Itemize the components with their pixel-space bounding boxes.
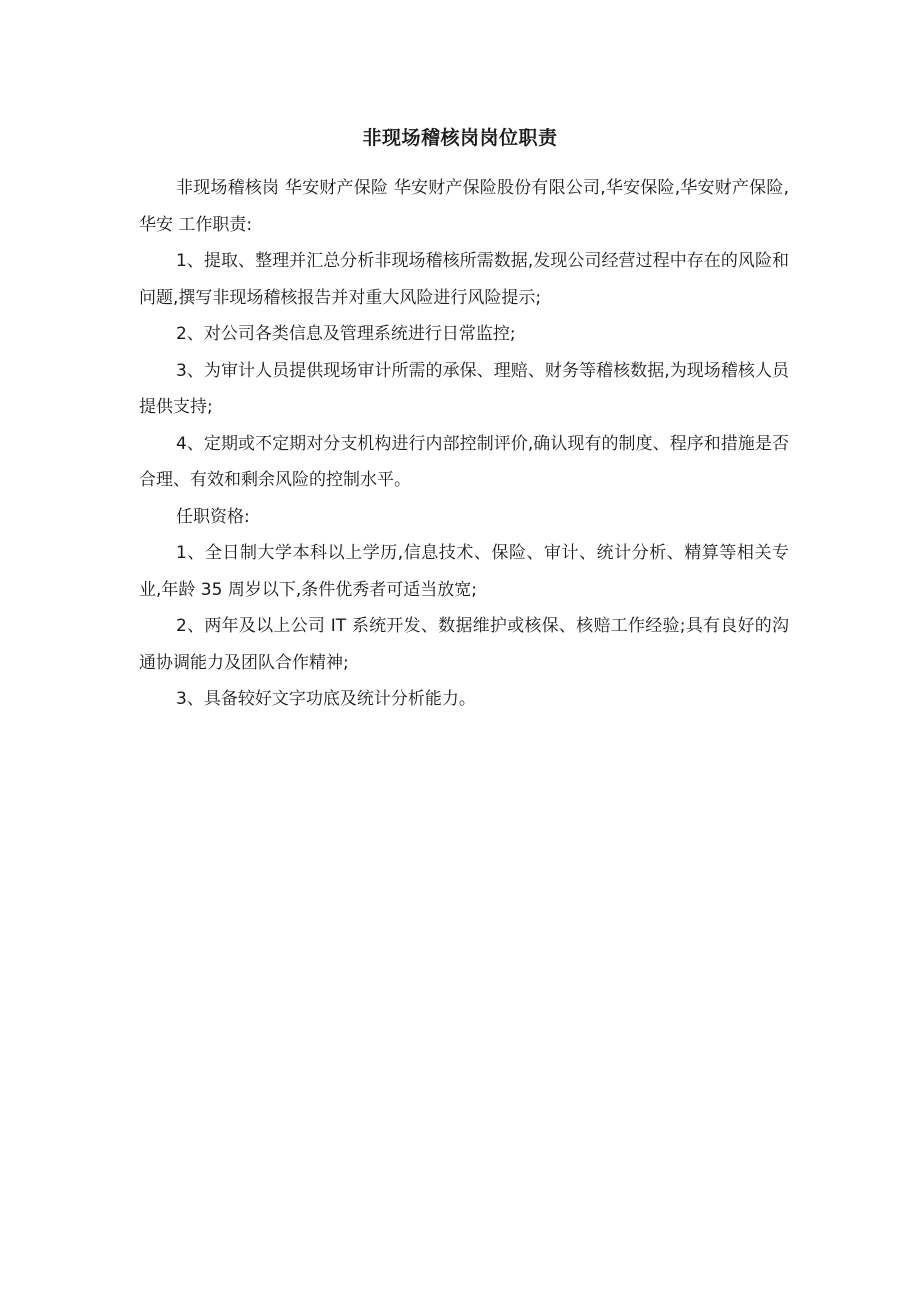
qualification-item-3: 3、具备较好文字功底及统计分析能力。: [176, 689, 476, 709]
qualifications-heading: 任职资格:: [176, 506, 250, 527]
qualification-item-2: 2、两年及以上公司 IT 系统开发、数据维护或核保、核赔工作经验;具有良好的沟通协调能力及团队合作精神;: [139, 616, 789, 673]
document-title: 非现场稽核岗岗位职责: [362, 127, 558, 149]
duty-item-4: 4、定期或不定期对分支机构进行内部控制评价,确认现有的制度、程序和措施是否合理、有效和剩余风险的控制水平。: [139, 433, 789, 490]
duty-item-3: 3、为审计人员提供现场审计所需的承保、理赔、财务等稽核数据,为现场稽核人员提供支持;: [139, 360, 789, 417]
document-body: [139, 170, 789, 718]
duty-item-2: 2、对公司各类信息及管理系统进行日常监控;: [176, 324, 516, 344]
qualification-item-1: 1、全日制大学本科以上学历,信息技术、保险、审计、统计分析、精算等相关专业,年龄 35 周岁以下,条件优秀者可适当放宽;: [139, 543, 789, 600]
duty-item-1: 1、提取、整理并汇总分析非现场稽核所需数据,发现公司经营过程中存在的风险和问题,撰写非现场稽核报告并对重大风险进行风险提示;: [139, 251, 789, 308]
intro-paragraph: 非现场稽核岗 华安财产保险 华安财产保险股份有限公司,华安保险,华安财产保险,华安 工作职责:: [139, 178, 789, 235]
